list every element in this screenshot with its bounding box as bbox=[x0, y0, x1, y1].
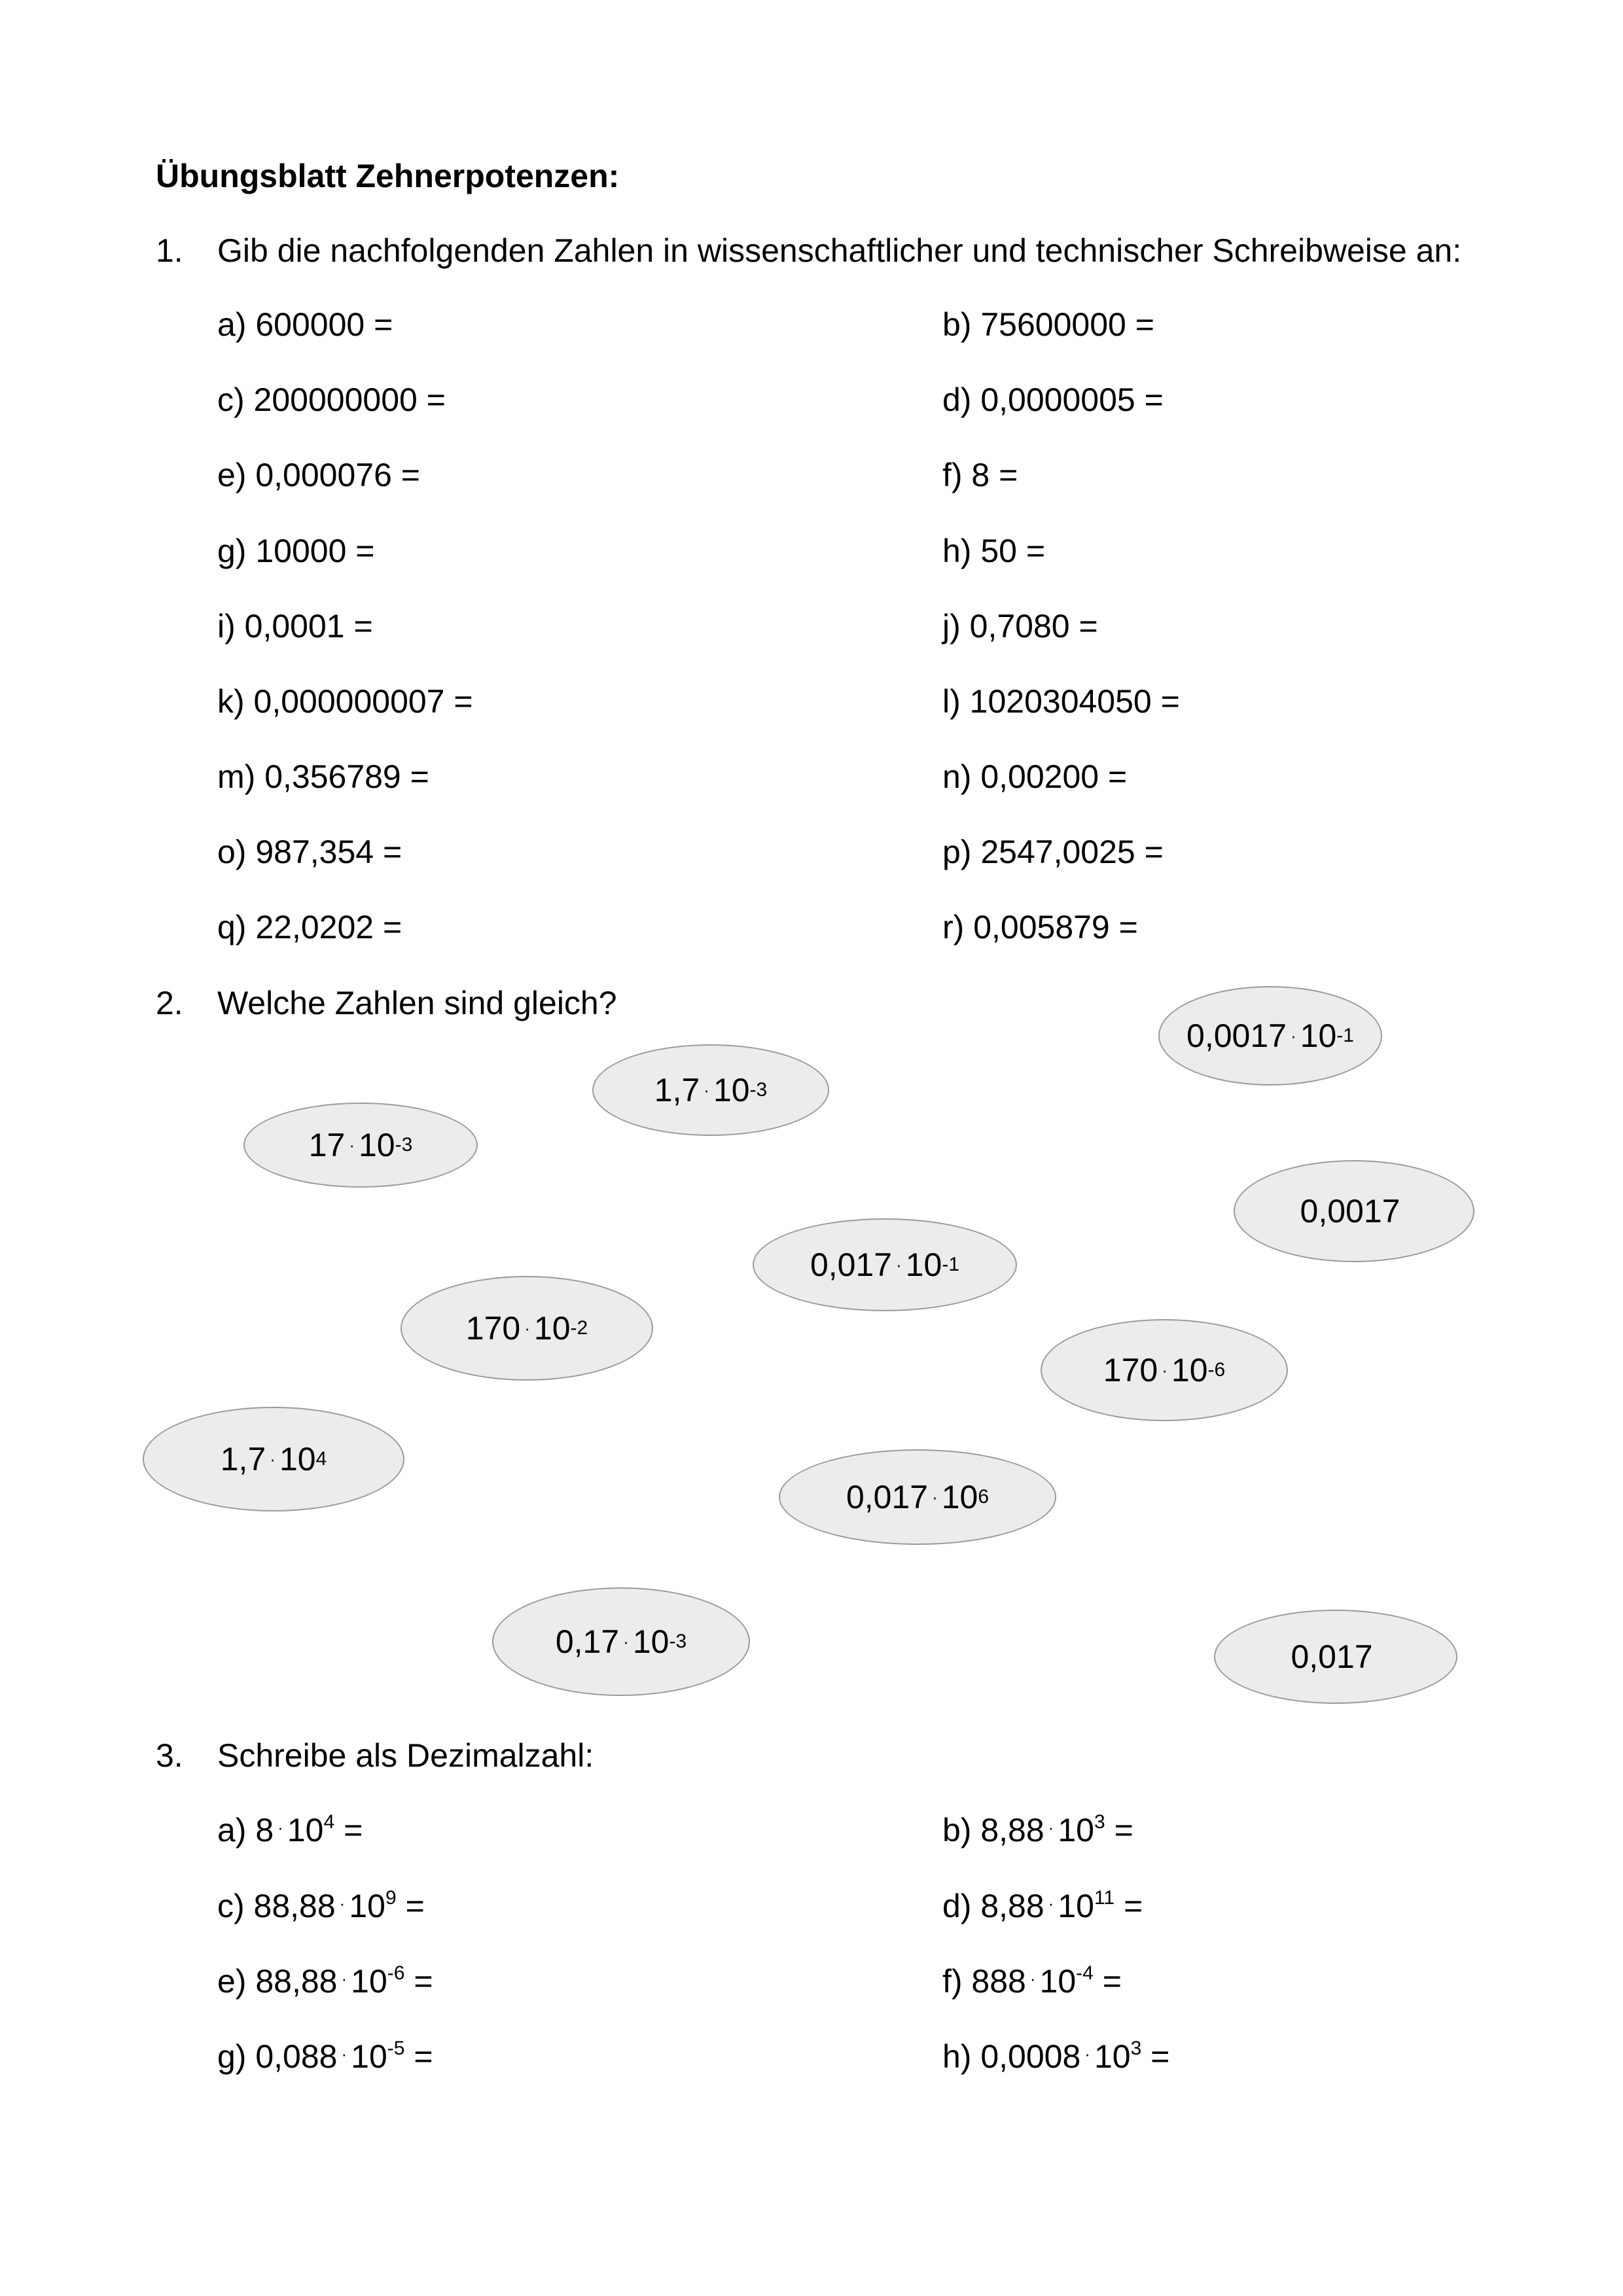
exercise-item: i) 0,0001 = bbox=[217, 608, 373, 645]
exercise-item: a) 600000 = bbox=[217, 306, 393, 343]
task-number: 1. bbox=[156, 232, 183, 269]
exercise-item: n) 0,00200 = bbox=[942, 758, 1128, 795]
exercise-item: e) 88,88 · $10^{-6}$ = bbox=[217, 1962, 433, 2000]
task-instruction: Schreibe als Dezimalzahl: bbox=[217, 1737, 594, 1774]
exercise-item: a) 8 · $10^4$ = bbox=[217, 1811, 363, 1848]
number-bubble: 0,0017 · 10 -1 bbox=[1158, 986, 1382, 1086]
exercise-item: r) 0,005879 = bbox=[942, 909, 1138, 945]
number-bubble: 170 · 10 -6 bbox=[1041, 1319, 1288, 1421]
exercise-item: f) 888 · $10^{-4}$ = bbox=[942, 1962, 1122, 2000]
number-bubble: 0,017 · 10 6 bbox=[779, 1449, 1056, 1545]
exercise-item: e) 0,000076 = bbox=[217, 457, 420, 493]
exercise-item: d) 8,88 · $10^{11}$ = bbox=[942, 1887, 1143, 1924]
exercise-item: d) 0,0000005 = bbox=[942, 381, 1164, 418]
number-bubble: 1,7 · 10 4 bbox=[143, 1407, 404, 1511]
exercise-item: q) 22,0202 = bbox=[217, 909, 402, 945]
task-number: 3. bbox=[156, 1737, 183, 1774]
number-bubble: 0,017 bbox=[1214, 1610, 1457, 1704]
number-bubble: 17 · 10 -3 bbox=[243, 1103, 478, 1188]
task-instruction: Welche Zahlen sind gleich? bbox=[217, 985, 617, 1021]
number-bubble: 0,17 · 10 -3 bbox=[492, 1587, 750, 1696]
exercise-item: f) 8 = bbox=[942, 457, 1018, 493]
exercise-item: c) 88,88 · $10^9$ = bbox=[217, 1887, 425, 1924]
task-number: 2. bbox=[156, 985, 183, 1021]
exercise-item: o) 987,354 = bbox=[217, 834, 402, 870]
number-bubble: 1,7 · 10 -3 bbox=[592, 1044, 829, 1136]
page-title: Übungsblatt Zehnerpotenzen: bbox=[156, 158, 620, 194]
exercise-item: j) 0,7080 = bbox=[942, 608, 1098, 645]
exercise-item: b) 8,88 · $10^3$ = bbox=[942, 1811, 1133, 1848]
exercise-item: c) 200000000 = bbox=[217, 381, 446, 418]
exercise-item: h) 0,0008 · $10^3$ = bbox=[942, 2038, 1170, 2075]
exercise-item: h) 50 = bbox=[942, 533, 1046, 569]
exercise-item: g) 10000 = bbox=[217, 533, 375, 569]
exercise-item: b) 75600000 = bbox=[942, 306, 1154, 343]
number-bubble: 0,017 · 10 -1 bbox=[753, 1218, 1017, 1311]
exercise-item: k) 0,000000007 = bbox=[217, 683, 473, 720]
exercise-item: p) 2547,0025 = bbox=[942, 834, 1164, 870]
exercise-item: g) 0,088 · $10^{-5}$ = bbox=[217, 2038, 433, 2075]
number-bubble: 0,0017 bbox=[1234, 1160, 1474, 1262]
task-instruction: Gib die nachfolgenden Zahlen in wissenschaftlicher und technischer Schreibweise an: bbox=[217, 232, 1462, 269]
number-bubble: 170 · 10 -2 bbox=[401, 1276, 653, 1381]
exercise-item: m) 0,356789 = bbox=[217, 758, 429, 795]
exercise-item: l) 1020304050 = bbox=[942, 683, 1180, 720]
